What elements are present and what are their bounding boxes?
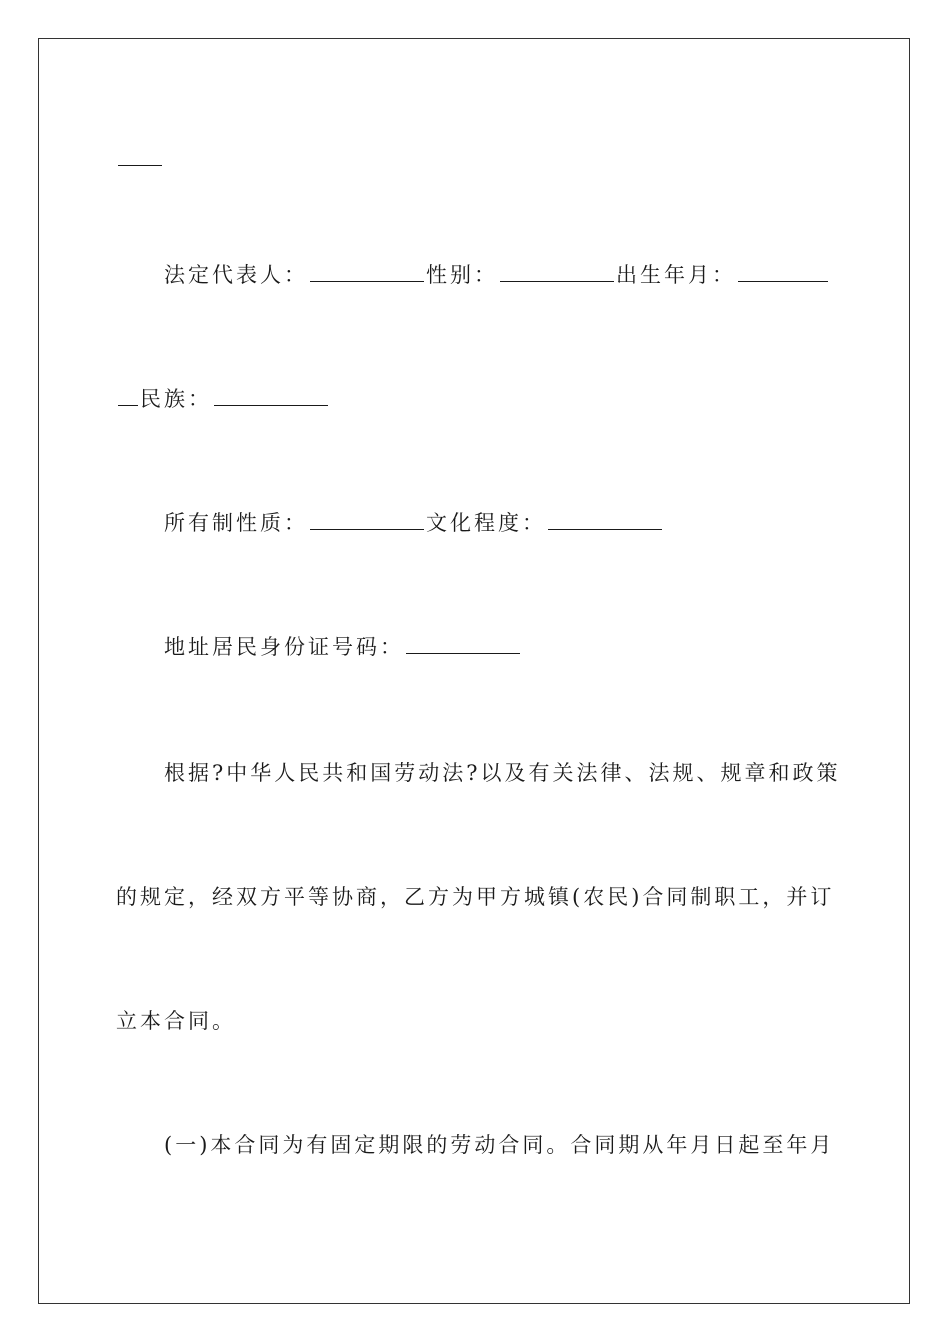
legal-rep-line <box>164 262 830 288</box>
birth-blank[interactable] <box>738 263 828 282</box>
page-frame <box>38 38 910 1304</box>
ownership-line <box>164 510 664 536</box>
ethnicity-label: 民族： <box>140 387 212 411</box>
legal-rep-label: 法定代表人： <box>164 263 308 287</box>
ethnicity-blank[interactable] <box>214 387 328 406</box>
basis-paragraph-line-3: 立本合同。 <box>116 1009 236 1033</box>
clause-1-line-1: (一)本合同为有固定期限的劳动合同。合同期从年月日起至年月 <box>164 1133 835 1157</box>
fill-blank[interactable] <box>118 147 162 166</box>
ethnicity-line <box>116 386 330 412</box>
legal-rep-blank[interactable] <box>310 263 424 282</box>
ownership-blank[interactable] <box>310 511 424 530</box>
basis-paragraph-line-2: 的规定，经双方平等协商，乙方为甲方城镇(农民)合同制职工，并订 <box>116 885 835 909</box>
birth-label: 出生年月： <box>616 263 736 287</box>
gender-label: 性别： <box>426 263 498 287</box>
ownership-label: 所有制性质： <box>164 511 308 535</box>
education-blank[interactable] <box>548 511 662 530</box>
address-id-blank[interactable] <box>406 635 520 654</box>
birth-blank-continued[interactable] <box>118 387 138 406</box>
basis-paragraph-line-1: 根据?中华人民共和国劳动法?以及有关法律、法规、规章和政策 <box>164 761 841 785</box>
gender-blank[interactable] <box>500 263 614 282</box>
blank-line-continuation <box>116 146 164 172</box>
address-id-label: 地址居民身份证号码： <box>164 635 404 659</box>
education-label: 文化程度： <box>426 511 546 535</box>
address-id-line <box>164 634 522 660</box>
